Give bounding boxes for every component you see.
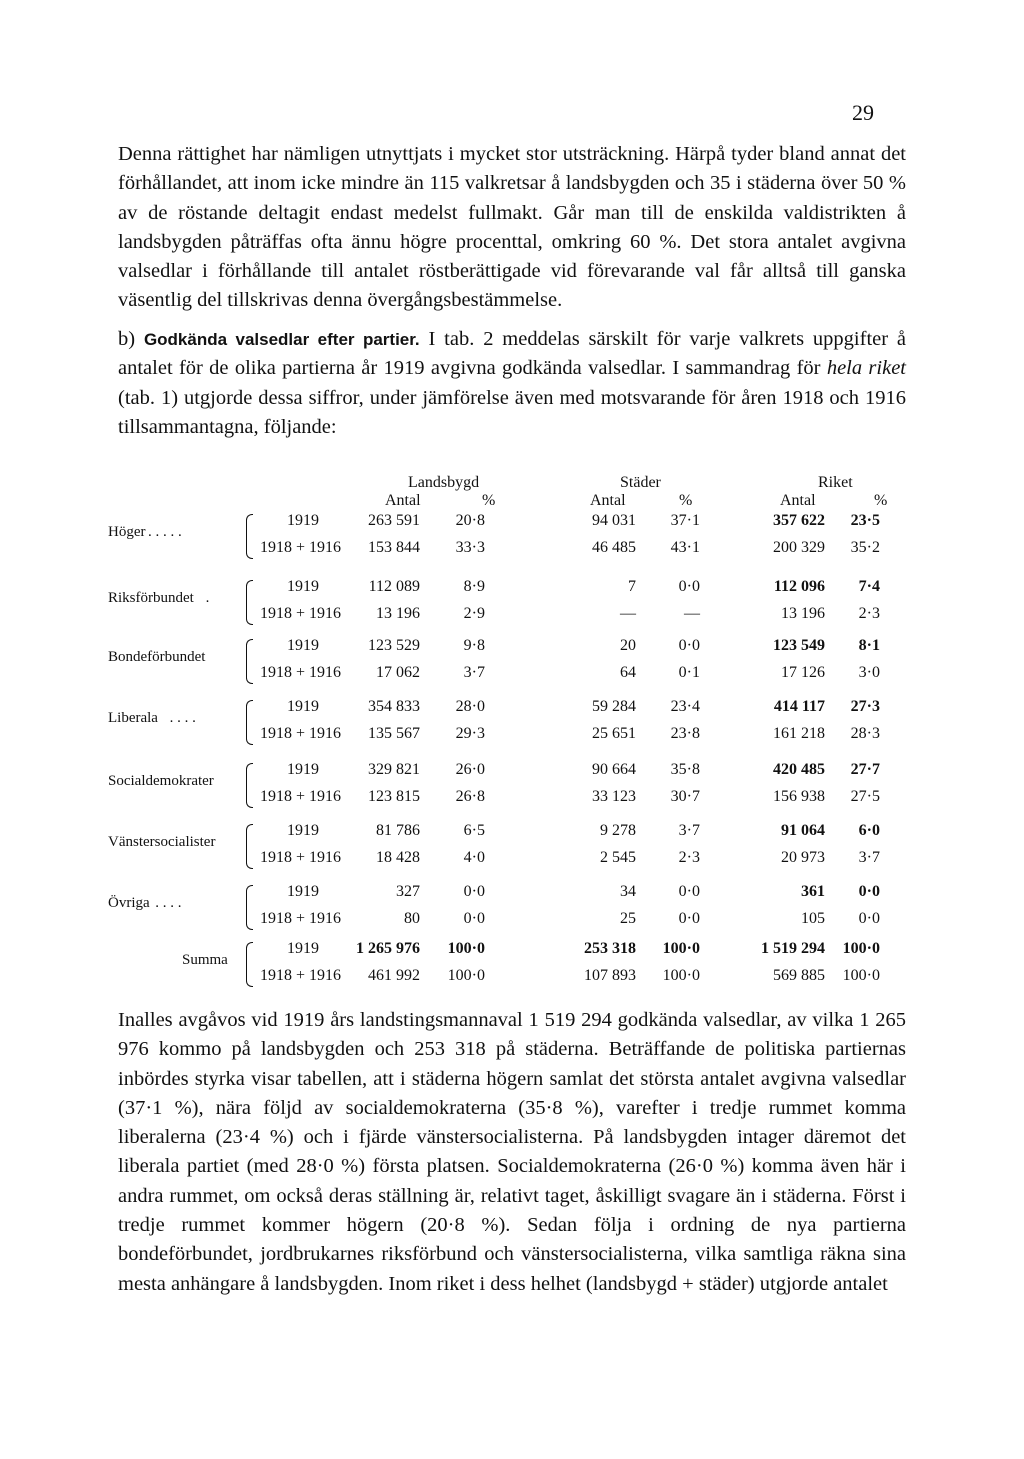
- party-leader-dots: . . . .: [169, 710, 196, 726]
- riket-pct: 100·0: [842, 967, 880, 984]
- riket-antal: 420 485: [773, 761, 825, 778]
- riket-pct: 6·0: [858, 822, 880, 839]
- landsbygd-antal: 327: [396, 883, 420, 900]
- year-label: 1919: [287, 512, 319, 529]
- group-brace: [246, 942, 253, 987]
- riket-pct: 27·3: [850, 698, 880, 715]
- riket-pct: 35·2: [850, 539, 880, 556]
- group-brace: [246, 885, 253, 930]
- landsbygd-pct: 0·0: [463, 883, 485, 900]
- riket-pct: 3·0: [858, 664, 880, 681]
- riket-antal: 91 064: [781, 822, 825, 839]
- stader-antal: —: [620, 605, 636, 622]
- year-label: 1919: [287, 761, 319, 778]
- group-brace: [246, 824, 253, 869]
- landsbygd-antal: 135 567: [368, 725, 420, 742]
- landsbygd-antal: 81 786: [376, 822, 420, 839]
- riket-pct: 27·5: [850, 788, 880, 805]
- stader-pct: 43·1: [670, 539, 700, 556]
- stader-antal: 34: [620, 883, 636, 900]
- stader-antal: 59 284: [592, 698, 636, 715]
- landsbygd-pct: 29·3: [455, 725, 485, 742]
- riket-antal: 1 519 294: [761, 940, 825, 957]
- year-label: 1918 + 1916: [260, 664, 342, 681]
- stader-antal: 2 545: [600, 849, 636, 866]
- stader-pct: 23·8: [670, 725, 700, 742]
- header-landsbygd: Landsbygd: [408, 474, 480, 491]
- year-label: 1919: [287, 940, 319, 957]
- party-label: Summa: [182, 952, 228, 968]
- stader-pct: 35·8: [670, 761, 700, 778]
- riket-antal: 17 126: [781, 664, 825, 681]
- landsbygd-antal: 354 833: [368, 698, 420, 715]
- group-brace: [246, 700, 253, 745]
- party-leader-dots: .: [205, 590, 210, 606]
- riket-antal: 200 329: [773, 539, 825, 556]
- stader-pct: 100·0: [662, 967, 700, 984]
- page-number: 29: [852, 100, 874, 125]
- riket-pct: 2·3: [858, 605, 880, 622]
- landsbygd-antal: 461 992: [368, 967, 420, 984]
- stader-antal: 94 031: [592, 512, 636, 529]
- stader-pct: 0·0: [678, 883, 700, 900]
- riket-pct: 23·5: [850, 512, 880, 529]
- riket-antal: 112 096: [773, 578, 825, 595]
- landsbygd-antal: 17 062: [376, 664, 420, 681]
- riket-pct: 100·0: [842, 940, 880, 957]
- subheader-antal-r: Antal: [780, 492, 816, 509]
- header-stader: Städer: [620, 474, 661, 491]
- year-label: 1918 + 1916: [260, 849, 342, 866]
- riket-antal: 13 196: [781, 605, 825, 622]
- riket-pct: 3·7: [858, 849, 880, 866]
- stader-pct: 37·1: [670, 512, 700, 529]
- riket-antal: 569 885: [773, 967, 825, 984]
- stader-antal: 9 278: [600, 822, 636, 839]
- section-b-text-end: (tab. 1) utgjorde dessa siffror, under jämförelse även med motsvarande för åren 1918 och 1916 tillsammantagna, följande:: [118, 386, 906, 438]
- stader-antal: 25 651: [592, 725, 636, 742]
- year-label: 1918 + 1916: [260, 910, 342, 927]
- riket-antal: 357 622: [773, 512, 825, 529]
- riket-antal: 123 549: [773, 637, 825, 654]
- section-b-text: I tab. 2 meddelas särskilt för varje valkrets uppgifter å antalet för de olika partierna år 1919 avgivna godkända valsedlar. I sammandrag för: [118, 328, 907, 380]
- stader-antal: 253 318: [584, 940, 636, 957]
- landsbygd-antal: 80: [404, 910, 420, 927]
- stader-pct: 0·0: [678, 910, 700, 927]
- year-label: 1919: [287, 883, 319, 900]
- landsbygd-pct: 2·9: [463, 605, 485, 622]
- stader-pct: 2·3: [678, 849, 700, 866]
- year-label: 1919: [287, 637, 319, 654]
- stader-antal: 7: [628, 578, 636, 595]
- party-label: Riksförbundet: [108, 590, 194, 606]
- stader-antal: 33 123: [592, 788, 636, 805]
- landsbygd-pct: 26·0: [455, 761, 485, 778]
- group-brace: [246, 639, 253, 684]
- subheader-pct-s: %: [679, 492, 693, 509]
- section-b-italic: hela riket: [826, 357, 906, 380]
- stader-pct: 0·0: [678, 578, 700, 595]
- paragraph-section-b: [118, 325, 906, 442]
- party-label: Socialdemokrater: [108, 773, 214, 789]
- header-riket: Riket: [818, 474, 853, 491]
- riket-antal: 105: [801, 910, 825, 927]
- landsbygd-antal: 153 844: [368, 539, 420, 556]
- riket-pct: 28·3: [850, 725, 880, 742]
- stader-antal: 107 893: [584, 967, 636, 984]
- stader-pct: 23·4: [670, 698, 700, 715]
- landsbygd-pct: 8·9: [463, 578, 485, 595]
- party-leader-dots: . . . . .: [148, 524, 182, 540]
- riket-pct: 8·1: [858, 637, 880, 654]
- riket-pct: 27·7: [850, 761, 880, 778]
- year-label: 1918 + 1916: [260, 725, 342, 742]
- stader-pct: 0·1: [678, 664, 700, 681]
- year-label: 1919: [287, 822, 319, 839]
- landsbygd-antal: 123 815: [368, 788, 420, 805]
- riket-pct: 0·0: [858, 883, 880, 900]
- year-label: 1918 + 1916: [260, 539, 342, 556]
- landsbygd-pct: 26·8: [455, 788, 485, 805]
- stader-pct: 30·7: [670, 788, 700, 805]
- year-label: 1919: [287, 698, 319, 715]
- stader-pct: —: [684, 605, 700, 622]
- landsbygd-pct: 33·3: [455, 539, 485, 556]
- landsbygd-antal: 13 196: [376, 605, 420, 622]
- year-label: 1919: [287, 578, 319, 595]
- riket-antal: 156 938: [773, 788, 825, 805]
- subheader-pct-l: %: [482, 492, 496, 509]
- paragraph-intro: Denna rättighet har nämligen utnyttjats i mycket stor utsträckning. Härpå tyder bland annat det förhållandet, att inom icke mindre än 115 valkretsar å landsbygden och 35 i städerna över 50 % av de röstande deltagit endast medelst fullmakt. Går man till de enskilda valdistrikten å landsbygden påträffas ofta ännu högre procenttal, omkring 60 %. Det stora antalet avgivna valsedlar i förhållande till antalet röstberättigade vid förevarande val får alltså till ganska väsentlig del tillskrivas denna övergångsbestämmelse.: [118, 143, 906, 312]
- section-b-prefix: b): [118, 328, 144, 350]
- stader-antal: 20: [620, 637, 636, 654]
- party-label: Höger: [108, 524, 146, 540]
- paragraph-summary: Inalles avgåvos vid 1919 års landstingsmannaval 1 519 294 godkända valsedlar, av vilka 1 265 976 kommo på landsbygden och 253 318 på städerna. Beträffande de politiska partiernas inbördes styrka visar tabellen, att i städerna högern samlat det största antalet avgivna valsedlar (37·1 %), nära följd av socialdemokraterna (35·8 %), varefter i tredje rummet komma liberalerna (23·4 %) och i fjärde vänstersocialisterna. På landsbygden intager däremot det liberala partiet (med 28·0 %) första platsen. Socialdemokraterna (26·0 %) komma även här i andra rummet, om också deras ställning är, relativt taget, åskilligt svagare än i städerna. Först i tredje rummet kommer högern (20·8 %). Sedan följa i ordning de nya partierna bondeförbundet, jordbrukarnes riksförbund och vänstersocialisterna, vilka samtliga räkna sina mesta anhängare å landsbygden. Inom riket i dess helhet (landsbygd + städer) utgjorde antalet: [118, 1009, 906, 1295]
- landsbygd-pct: 100·0: [447, 967, 485, 984]
- party-label: Vänstersocialister: [108, 834, 216, 850]
- landsbygd-pct: 6·5: [463, 822, 485, 839]
- riket-antal: 20 973: [781, 849, 825, 866]
- subheader-pct-r: %: [874, 492, 888, 509]
- subheader-antal-s: Antal: [590, 492, 626, 509]
- section-b-heading: Godkända valsedlar efter partier.: [143, 330, 420, 349]
- landsbygd-pct: 100·0: [447, 940, 485, 957]
- landsbygd-antal: 329 821: [368, 761, 420, 778]
- landsbygd-antal: 1 265 976: [356, 940, 420, 957]
- landsbygd-antal: 18 428: [376, 849, 420, 866]
- landsbygd-pct: 20·8: [455, 512, 485, 529]
- stader-antal: 90 664: [592, 761, 636, 778]
- riket-antal: 361: [801, 883, 825, 900]
- stader-antal: 46 485: [592, 539, 636, 556]
- riket-antal: 161 218: [773, 725, 825, 742]
- party-label: Övriga: [108, 895, 150, 911]
- landsbygd-antal: 263 591: [368, 512, 420, 529]
- party-label: Liberala: [108, 710, 158, 726]
- group-brace: [246, 763, 253, 808]
- landsbygd-pct: 0·0: [463, 910, 485, 927]
- riket-antal: 414 117: [773, 698, 825, 715]
- party-leader-dots: . . . .: [155, 895, 182, 911]
- year-label: 1918 + 1916: [260, 788, 342, 805]
- stader-pct: 3·7: [678, 822, 700, 839]
- landsbygd-pct: 3·7: [463, 664, 485, 681]
- party-label: Bondeförbundet: [108, 649, 206, 665]
- group-brace: [246, 580, 253, 625]
- subheader-antal-l: Antal: [385, 492, 421, 509]
- riket-pct: 0·0: [858, 910, 880, 927]
- group-brace: [246, 514, 253, 559]
- landsbygd-pct: 28·0: [455, 698, 485, 715]
- stader-pct: 100·0: [662, 940, 700, 957]
- landsbygd-pct: 4·0: [463, 849, 485, 866]
- year-label: 1918 + 1916: [260, 967, 342, 984]
- riket-pct: 7·4: [858, 578, 880, 595]
- stader-antal: 25: [620, 910, 636, 927]
- landsbygd-antal: 123 529: [368, 637, 420, 654]
- landsbygd-pct: 9·8: [463, 637, 485, 654]
- stader-antal: 64: [620, 664, 636, 681]
- stader-pct: 0·0: [678, 637, 700, 654]
- landsbygd-antal: 112 089: [368, 578, 420, 595]
- year-label: 1918 + 1916: [260, 605, 342, 622]
